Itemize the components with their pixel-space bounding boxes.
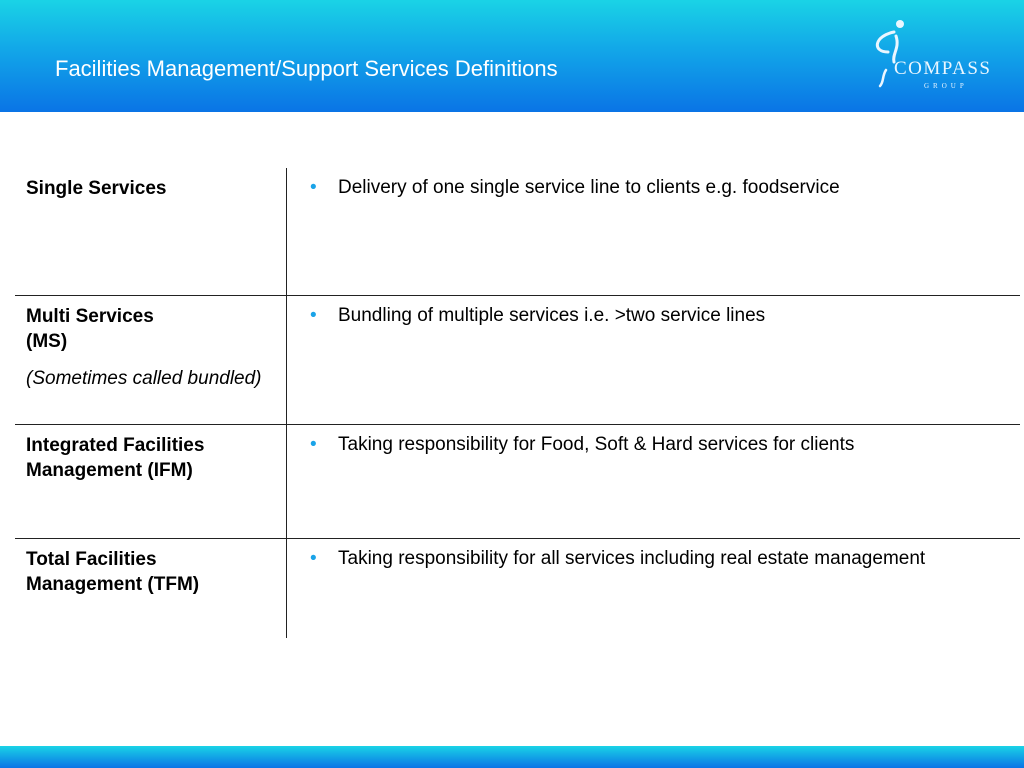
definitions-table (15, 168, 1020, 638)
header-bar (0, 0, 1024, 112)
definition-row-tfm (15, 539, 1020, 638)
definition-bullet (310, 175, 1000, 200)
definition-row-ifm (15, 425, 1020, 539)
term-name-line: Integrated Facilities (26, 435, 205, 456)
definition-cell (287, 168, 1020, 200)
definition-bullet (310, 546, 1000, 571)
definition-row-multi-services (15, 296, 1020, 425)
footer-bar (0, 746, 1024, 768)
term-name-line: Management (TFM) (26, 574, 200, 595)
term-cell (15, 425, 287, 538)
term-name (26, 433, 276, 483)
bullet-icon: • (310, 305, 317, 326)
term-note: (Sometimes called bundled) (26, 368, 262, 389)
slide-title: Facilities Management/Support Services Definitions (55, 56, 558, 81)
definition-cell (287, 296, 1020, 328)
definition-cell (287, 539, 1020, 571)
bullet-icon: • (310, 548, 317, 569)
term-name-line: Management (IFM) (26, 460, 193, 481)
definition-bullet (310, 303, 1000, 328)
definition-row-single-services (15, 168, 1020, 296)
term-name (26, 547, 276, 597)
term-cell (15, 539, 287, 638)
term-name (26, 304, 276, 354)
definition-text: Taking responsibility for all services including real estate management (338, 548, 926, 569)
bullet-icon: • (310, 177, 317, 198)
term-name-line: Multi Services (26, 306, 154, 327)
logo-wordmark: COMPASS (894, 58, 992, 79)
term-cell (15, 296, 287, 424)
definition-text: Bundling of multiple services i.e. >two service lines (338, 305, 766, 326)
term-cell (15, 168, 287, 295)
definition-bullet (310, 432, 1000, 457)
definition-text: Taking responsibility for Food, Soft & Hard services for clients (338, 434, 855, 455)
term-name-line: Total Facilities (26, 549, 157, 570)
term-name: Single Services (26, 178, 167, 199)
bullet-icon: • (310, 434, 317, 455)
definition-text: Delivery of one single service line to clients e.g. foodservice (338, 177, 840, 198)
logo-subtitle: GROUP (924, 82, 968, 90)
compass-logo (866, 18, 1011, 94)
definition-cell (287, 425, 1020, 457)
term-name-line: (MS) (26, 331, 68, 352)
